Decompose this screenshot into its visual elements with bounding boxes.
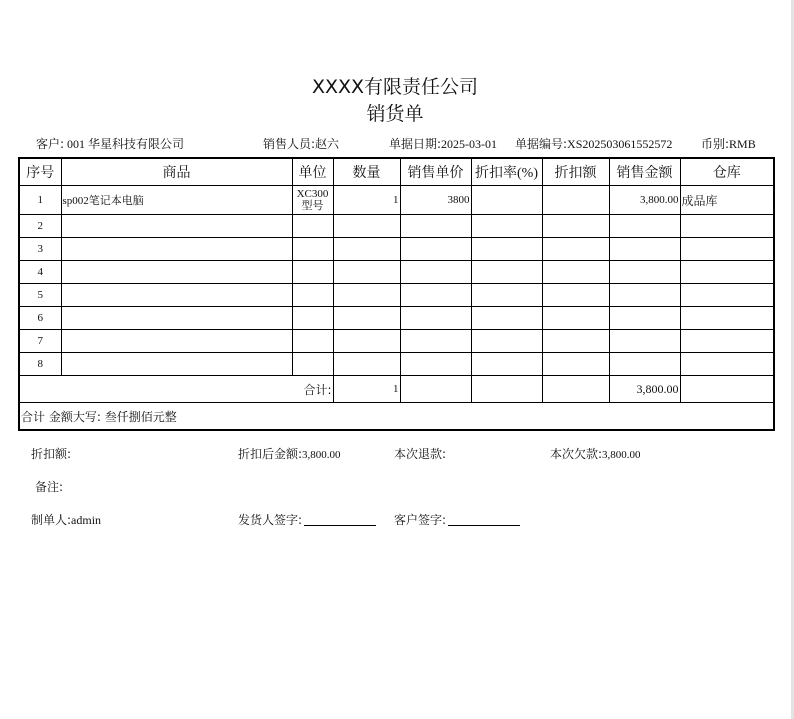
cell-unit: [292, 353, 333, 376]
cell-unit: [292, 284, 333, 307]
cell-price: [400, 215, 471, 238]
cell-discount-amount: [542, 307, 609, 330]
table-row: [19, 261, 774, 284]
cell-price: 3800: [400, 186, 471, 215]
company-title: XXXX有限责任公司: [311, 76, 479, 98]
cell-discount-amount: [542, 353, 609, 376]
cell-amount: [609, 353, 680, 376]
cell-amount: [609, 215, 680, 238]
cell-discount-rate: [471, 284, 542, 307]
total-empty-price: [400, 376, 471, 403]
total-empty-rate: [471, 376, 542, 403]
cell-discount-rate: [471, 307, 542, 330]
cell-amount: [609, 307, 680, 330]
cell-product: [61, 186, 292, 215]
cell-warehouse: [680, 238, 774, 261]
cell-seq: 3: [19, 238, 61, 261]
table-row: [19, 284, 774, 307]
cell-discount-rate: [471, 215, 542, 238]
total-amount: 3,800.00: [609, 376, 680, 403]
owed-label: 本次欠款:: [550, 447, 603, 461]
header-amount: 销售金额: [609, 158, 680, 186]
cell-seq: 1: [19, 186, 61, 215]
cell-price: [400, 238, 471, 261]
header-discount-rate-text: 折扣率: [475, 165, 517, 181]
cell-unit: [292, 215, 333, 238]
date-field: [389, 135, 497, 152]
refund-label: 本次退款:: [394, 447, 447, 461]
salesperson-label: 销售人员:: [263, 137, 316, 151]
customer-field: [36, 135, 184, 152]
cell-qty: 1: [333, 186, 400, 215]
cell-discount-rate: [471, 353, 542, 376]
cell-qty: [333, 261, 400, 284]
customer-code: 001: [67, 137, 86, 151]
customer-signature-field: [394, 511, 520, 528]
header-qty: 数量: [333, 158, 400, 186]
amount-words-row: [19, 403, 774, 431]
cell-amount: 3,800.00: [609, 186, 680, 215]
total-qty: 1: [333, 376, 400, 403]
currency-label: 币别:: [701, 137, 730, 151]
cell-qty: [333, 330, 400, 353]
header-product: 商品: [61, 158, 292, 186]
cell-amount: [609, 284, 680, 307]
docno-field: [515, 135, 672, 152]
cell-discount-rate: [471, 238, 542, 261]
remark-field: [35, 478, 63, 495]
salesperson-field: [263, 135, 339, 152]
currency-field: [701, 135, 756, 152]
product-code: sp002: [62, 195, 89, 207]
header-row: [19, 158, 774, 186]
cell-unit: [292, 238, 333, 261]
customer-name: 华星科技有限公司: [88, 137, 185, 151]
header-unit: 单位: [292, 158, 333, 186]
cell-product: [61, 238, 292, 261]
cell-qty: [333, 353, 400, 376]
table-row: [19, 353, 774, 376]
amount-words-cell: [19, 403, 774, 431]
unit-suffix: 型号: [301, 199, 324, 212]
cell-seq: 8: [19, 353, 61, 376]
cell-unit: [292, 307, 333, 330]
cell-seq: 5: [19, 284, 61, 307]
maker-value: admin: [71, 513, 102, 527]
currency-value: RMB: [729, 137, 756, 151]
after-discount-field: [238, 445, 341, 462]
header-discount-amount: 折扣额: [542, 158, 609, 186]
customer-label: 客户:: [36, 137, 65, 151]
cell-product: [61, 261, 292, 284]
table-row: [19, 186, 774, 215]
cell-price: [400, 284, 471, 307]
table-row: [19, 307, 774, 330]
discount-label: 折扣额:: [31, 447, 72, 461]
owed-value: 3,800.00: [602, 449, 641, 461]
cell-product: [61, 330, 292, 353]
cell-qty: [333, 284, 400, 307]
after-discount-value: 3,800.00: [302, 449, 341, 461]
cell-qty: [333, 215, 400, 238]
cell-discount-rate: [471, 261, 542, 284]
cell-seq: 6: [19, 307, 61, 330]
owed-field: [550, 445, 641, 462]
cell-price: [400, 330, 471, 353]
salesperson-value: 赵六: [315, 137, 340, 151]
table-row: [19, 215, 774, 238]
discount-field: [31, 445, 71, 462]
cell-qty: [333, 307, 400, 330]
total-label: 合计:: [19, 376, 333, 403]
amount-words-label: 合计 金额大写:: [21, 409, 101, 424]
cell-warehouse: [680, 261, 774, 284]
cell-warehouse: [680, 353, 774, 376]
cell-product: [61, 353, 292, 376]
table-row: [19, 238, 774, 261]
cell-product: [61, 215, 292, 238]
cell-discount-amount: [542, 238, 609, 261]
cell-warehouse: [680, 284, 774, 307]
header-price: 销售单价: [400, 158, 471, 186]
table-row: [19, 330, 774, 353]
cell-amount: [609, 238, 680, 261]
cell-discount-amount: [542, 284, 609, 307]
cell-seq: 4: [19, 261, 61, 284]
cell-amount: [609, 261, 680, 284]
remark-label: 备注:: [35, 480, 64, 494]
cell-warehouse: [680, 215, 774, 238]
shipper-signature-label: 发货人签字:: [238, 513, 303, 527]
cell-discount-amount: [542, 215, 609, 238]
cell-price: [400, 353, 471, 376]
header-discount-rate-unit: (%): [517, 166, 538, 181]
header-seq: 序号: [19, 158, 61, 186]
cell-discount-rate: [471, 330, 542, 353]
date-label: 单据日期:: [389, 137, 442, 151]
shipper-signature-line: [304, 525, 376, 526]
customer-signature-line: [448, 525, 520, 526]
cell-seq: 7: [19, 330, 61, 353]
date-value: 2025-03-01: [441, 137, 498, 151]
cell-discount-rate: [471, 186, 542, 215]
cell-unit: [292, 330, 333, 353]
cell-amount: [609, 330, 680, 353]
cell-seq: 2: [19, 215, 61, 238]
maker-field: [31, 511, 101, 528]
document-title: 销货单: [366, 103, 424, 125]
maker-label: 制单人:: [31, 513, 72, 527]
cell-qty: [333, 238, 400, 261]
sales-table: [18, 157, 775, 431]
cell-discount-amount: [542, 261, 609, 284]
customer-signature-label: 客户签字:: [394, 513, 447, 527]
cell-product: [61, 307, 292, 330]
docno-value: XS202503061552572: [567, 137, 673, 151]
cell-discount-amount: [542, 186, 609, 215]
cell-price: [400, 261, 471, 284]
shipper-signature-field: [238, 511, 376, 528]
cell-unit: [292, 186, 333, 215]
unit-model: XC300: [296, 188, 329, 200]
product-name: 笔记本电脑: [88, 194, 144, 207]
docno-label: 单据编号:: [515, 137, 568, 151]
cell-warehouse: 成品库: [680, 186, 774, 215]
total-empty-discount: [542, 376, 609, 403]
total-empty-warehouse: [680, 376, 774, 403]
refund-field: [394, 445, 446, 462]
header-discount-rate: [471, 158, 542, 186]
total-row: [19, 376, 774, 403]
cell-unit: [292, 261, 333, 284]
after-discount-label: 折扣后金额:: [238, 447, 303, 461]
cell-warehouse: [680, 307, 774, 330]
cell-discount-amount: [542, 330, 609, 353]
cell-product: [61, 284, 292, 307]
header-warehouse: 仓库: [680, 158, 774, 186]
cell-price: [400, 307, 471, 330]
cell-warehouse: [680, 330, 774, 353]
amount-words-value: 叁仟捌佰元整: [104, 409, 177, 424]
